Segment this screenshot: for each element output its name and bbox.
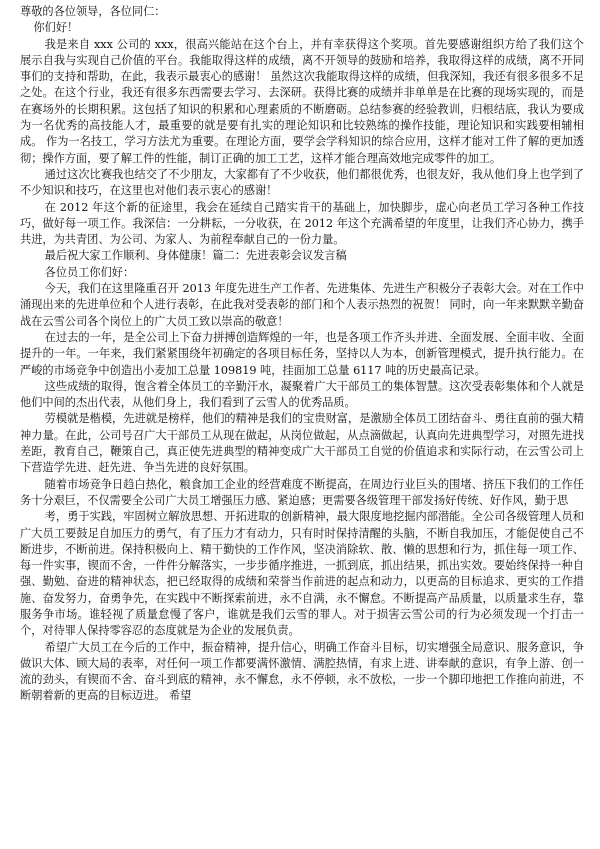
paragraph-8: 这些成绩的取得，饱含着全体员工的辛勤汗水，凝聚着广大干部员工的集体智慧。这次受表彰集体和个人就是他们中间的杰出代表，从他们身上，我们看到了云雪人的优秀品质。 xyxy=(20,379,584,410)
paragraph-6: 今天，我们在这里隆重召开 2013 年度先进生产工作者、先进集体、先进生产积极分子表彰大会。对在工作中涌现出来的先进单位和个人进行表彰，在此我对受表彰的部门和个人表示热烈的祝贺！ 同时，向一年来默默辛勤奋战在云雪公司各个岗位上的广大员工致以崇高的敬意！ xyxy=(20,282,584,328)
paragraph-10: 随着市场竞争日趋白热化，粮食加工企业的经营难度不断提高，在周边行业巨头的围堵、挤压下我们的工作任务十分艰巨，不仅需要全公司广大员工增强压力感、紧迫感；更需要各级管理干部发扬好传统、好作风，勤于思 xyxy=(20,477,584,507)
paragraph-2: 通过这次比赛我也结交了不少朋友，大家都有了不少收获，他们都很优秀，也很友好，我从他们身上也学到了不少知识和技巧，在这里也对他们表示衷心的感谢！ xyxy=(20,167,584,198)
paragraph-7: 在过去的一年，是全公司上下奋力拼搏创造辉煌的一年，也是各项工作齐头并进、全面发展、全面丰收、全面提升的一年。一年来，我们紧紧围绕年初确定的各项目标任务，坚持以人为本，创新管理模式，提升执行能力。在严峻的市场竞争中创造出小麦加工总量 109819 吨，挂面加工总量 6117 吨的历史最高记录。 xyxy=(20,330,584,377)
paragraph-4-section-title: 最后祝大家工作顺利、身体健康！篇二：先进表彰会议发言稿 xyxy=(44,249,347,263)
paragraph-12: 希望广大员工在今后的工作中，振奋精神，提升信心，明确工作奋斗目标，切实增强全局意识、服务意识，争做识大体、顾大局的表率，对任何一项工作都要满怀激情、满腔热情，有求上进、讲奉献的意识，有争上游、创一流的劲头，有锲而不舍、奋斗到底的精神，永不懈怠，永不停顿，永不放松，一步一个脚印地把工作推向前进，不断朝着新的更高的目标迈进。 希望 xyxy=(20,640,584,703)
paragraph-5-salutation: 各位员工你们好： xyxy=(44,265,135,279)
paragraph-3: 在 2012 年这个新的征途里，我会在延续自己踏实肯干的基础上，加快脚步，虚心向老员工学习各种工作技巧，做好每一项工作。我深信：一分耕耘，一分收获，在 2012 年这个充满希望的年度里，让我们齐心协力，携手共进，为共青团、为公司、为家人、为前程奉献自己的一份力量。 xyxy=(20,200,584,247)
paragraph-11: 考，勇于实践，牢固树立解放思想、开拓进取的创新精神，最大限度地挖掘内部潜能。全公司各级管理人员和广大员工要鼓足自加压力的勇气，有了压力才有动力，只有时时保持清醒的头脑，不断自我加压，才能促使自己不断进步，不断前进。保持积极向上、精干勤快的工作作风，坚决消除软、散、懒的思想和行为，抓住每一项工作、每一件实事，锲而不舍，一件件分解落实，一步步循序推进，一抓到底，抓出结果，抓出实效。要始终保持一种自强、勤勉、奋进的精神状态，把已经取得的成绩和荣誉当作前进的起点和动力，以更高的目标追求、更实的工作措施、奋发努力，奋勇争先，在实践中不断探索前进，永不自满，永不懈怠。不断提高产品质量，以质量求生存，靠服务争市场。谁轻视了质量怠慢了客户，谁就是我们云雪的罪人。对于损害云雪公司的行为必须发现一个打击一个，对待罪人保持零容忍的态度就是为企业的发展负责。 xyxy=(20,510,584,638)
greeting: 尊敬的各位领导，各位同仁： xyxy=(20,5,166,18)
hello-line: 你们好！ xyxy=(33,21,79,35)
paragraph-9: 劳模就是楷模，先进就是榜样，他们的精神是我们的宝贵财富，是激励全体员工团结奋斗、勇往直前的强大精神力量。在此，公司号召广大干部员工从现在做起，从岗位做起，从点滴做起，认真向先进典型学习，对照先进找差距，教育自己，鞭策自己，真正使先进典型的精神变成广大干部员工自觉的价值追求和实际行动，在云雪公司上下营造学先进、赶先进、争当先进的良好氛围。 xyxy=(20,412,584,475)
paragraph-1: 我是来自 xxx 公司的 xxx，很高兴能站在这个台上，并有幸获得这个奖项。首先要感谢组织方给了我们这个展示自我与实现自己价值的平台。我能取得这样的成绩，离不开领导的鼓励和培养，我取得这样的成绩，离不开同事们的支持和帮助，在此，我表示最衷心的感谢！ 虽然这次我能取得这样的成绩，但我深知，我还有很多很多不足之处。在这个行业，我还有很多东西需要去学习、去深研。获得比赛的成绩并非单单是在比赛的现场实现的，而是在赛场外的长期积累。这包括了知识的积累和心理素质的不断磨砺。总结参赛的经验教训，归根结底，我认为要成为一名优秀的高技能人才，最重要的就是要有扎实的理论知识和比较熟练的操作技能，理论知识和实践要相辅相成。 作为一名技工，学习方法尤为重要。在理论方面，要学会学科知识的综合应用，这样才能对工件了解的更加透彻；操作方面，要了解工件的性能，制订正确的加工工艺，这样才能合理高效地完成零件的加工。 xyxy=(20,37,584,165)
